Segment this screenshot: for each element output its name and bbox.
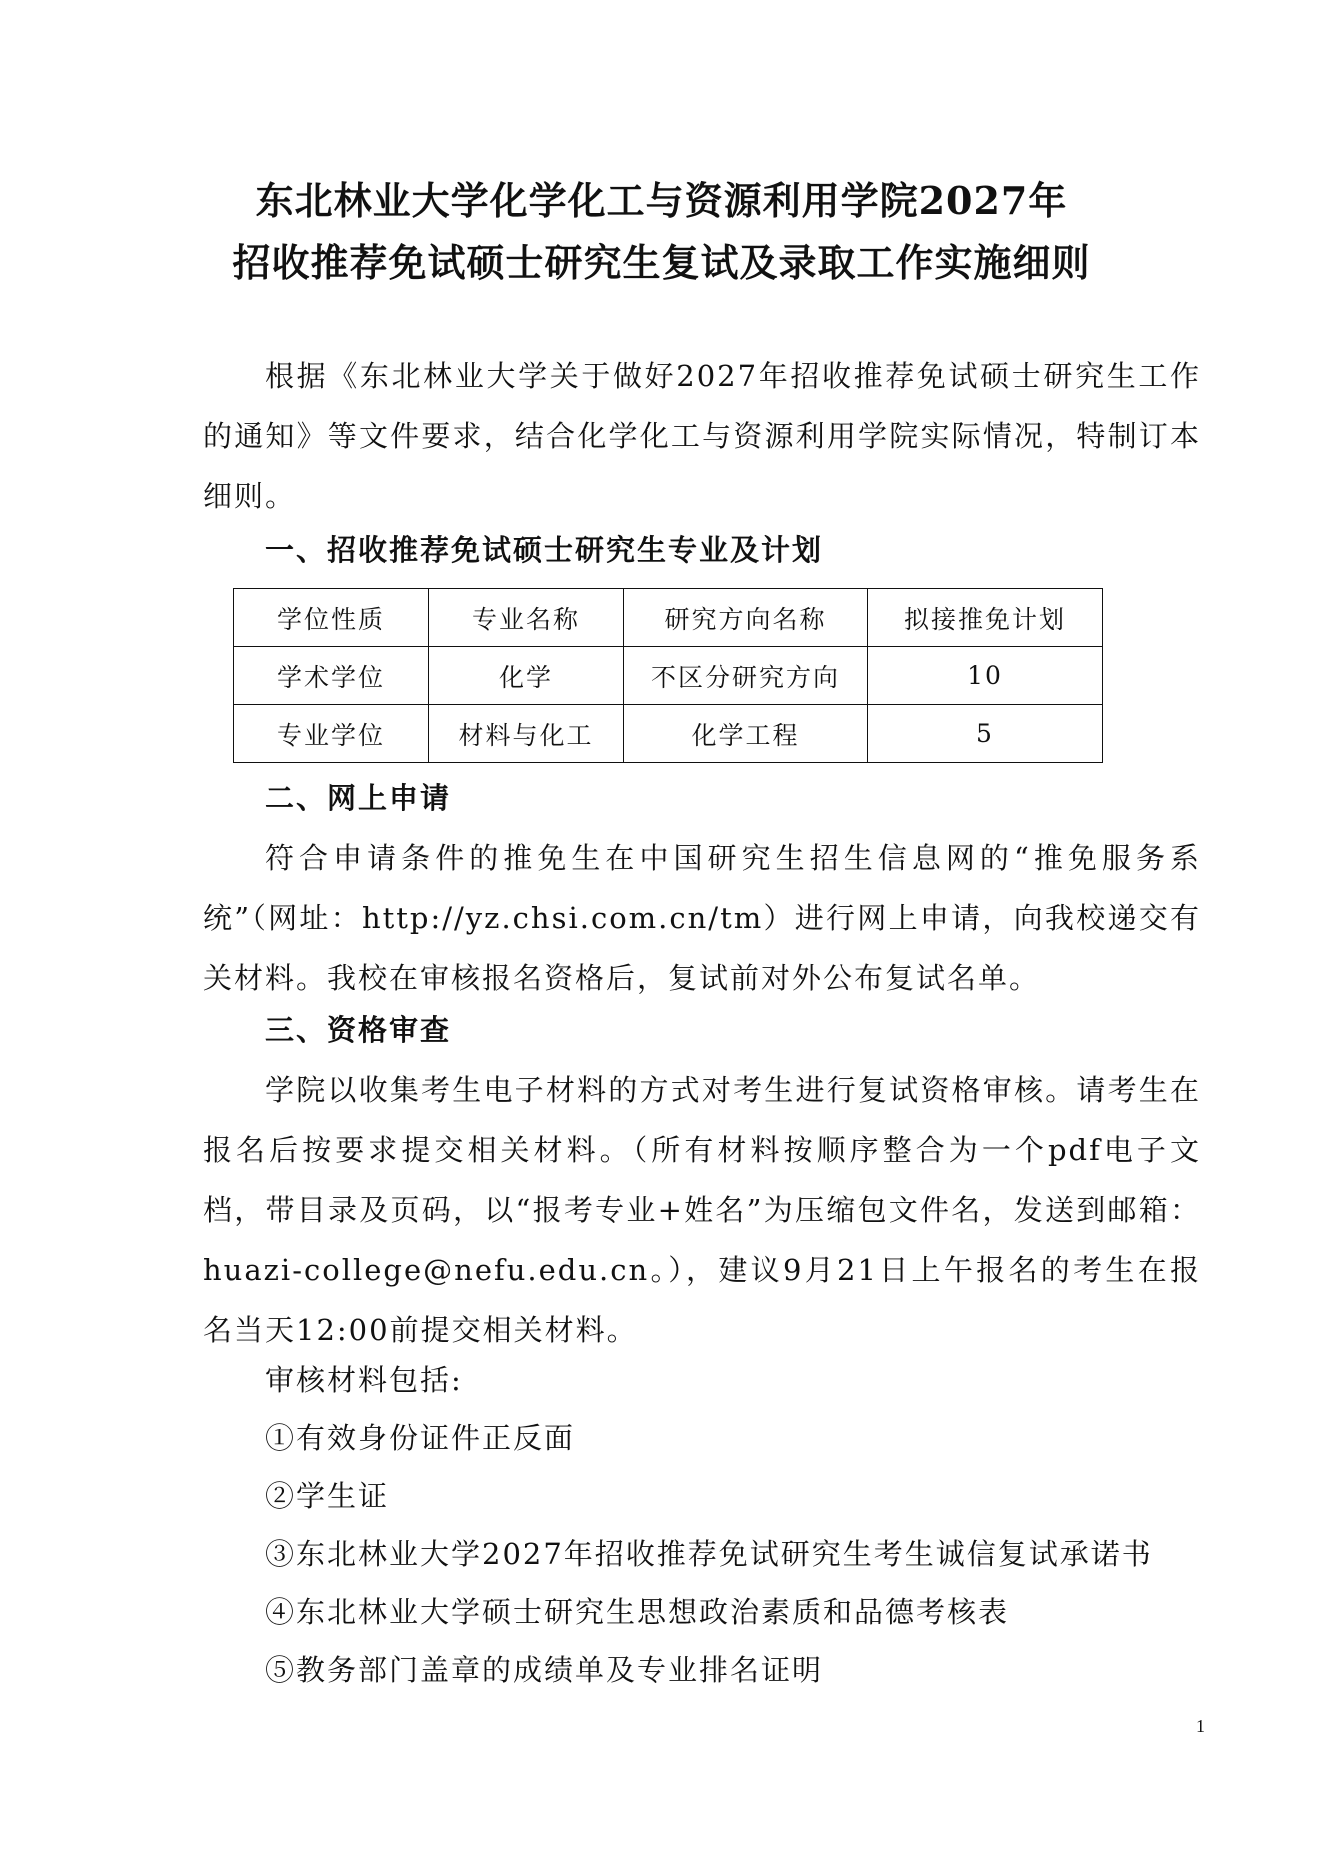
table-header-cell: 专业名称 [429,589,624,647]
table-cell: 化学 [429,647,624,705]
section-3-body: 学院以收集考生电子材料的方式对考生进行复试资格审核。请考生在报名后按要求提交相关材料。（所有材料按顺序整合为一个pdf电子文档，带目录及页码，以“报考专业+姓名”为压缩包文件名，发送到邮箱：huazi-college@nefu.edu.cn。），建议9月21日上午报名的考生在报名当天12:00前提交相关材料。 [203,1073,1201,1347]
list-item: ②学生证 [265,1479,390,1513]
table-row [234,647,1103,705]
table-cell: 专业学位 [234,705,429,763]
materials-label: 审核材料包括: [265,1363,463,1397]
table-cell: 10 [868,647,1103,705]
list-item: ①有效身份证件正反面 [265,1421,576,1455]
table-header-row [234,589,1103,647]
document-title-line-2: 招收推荐免试硕士研究生复试及录取工作实施细则 [232,240,1091,285]
list-item: ④东北林业大学硕士研究生思想政治素质和品德考核表 [265,1595,1010,1629]
intro-paragraph: 根据《东北林业大学关于做好2027年招收推荐免试硕士研究生工作的通知》等文件要求，结合化学化工与资源利用学院实际情况，特制订本细则。 [203,359,1201,513]
table-cell: 5 [868,705,1103,763]
table-header-cell: 拟接推免计划 [868,589,1103,647]
table-row [234,705,1103,763]
section-1-heading: 一、招收推荐免试硕士研究生专业及计划 [265,533,824,567]
table-header-cell: 学位性质 [234,589,429,647]
admission-plan-table [233,588,1103,763]
list-item: ⑤教务部门盖章的成绩单及专业排名证明 [265,1653,824,1687]
document-title-line-1: 东北林业大学化学化工与资源利用学院2027年 [255,178,1068,223]
table-cell: 学术学位 [234,647,429,705]
section-3-heading: 三、资格审查 [265,1013,452,1047]
section-2-heading: 二、网上申请 [265,781,452,815]
page-number: 1 [1196,1716,1205,1736]
table-cell: 材料与化工 [429,705,624,763]
table-cell: 化学工程 [624,705,868,763]
section-2-body: 符合申请条件的推免生在中国研究生招生信息网的“推免服务系统”（网址：http://yz.chsi.com.cn/tm）进行网上申请，向我校递交有关材料。我校在审核报名资格后，复试前对外公布复试名单。 [203,841,1201,995]
table-cell: 不区分研究方向 [624,647,868,705]
list-item: ③东北林业大学2027年招收推荐免试研究生考生诚信复试承诺书 [265,1537,1153,1571]
table-header-cell: 研究方向名称 [624,589,868,647]
